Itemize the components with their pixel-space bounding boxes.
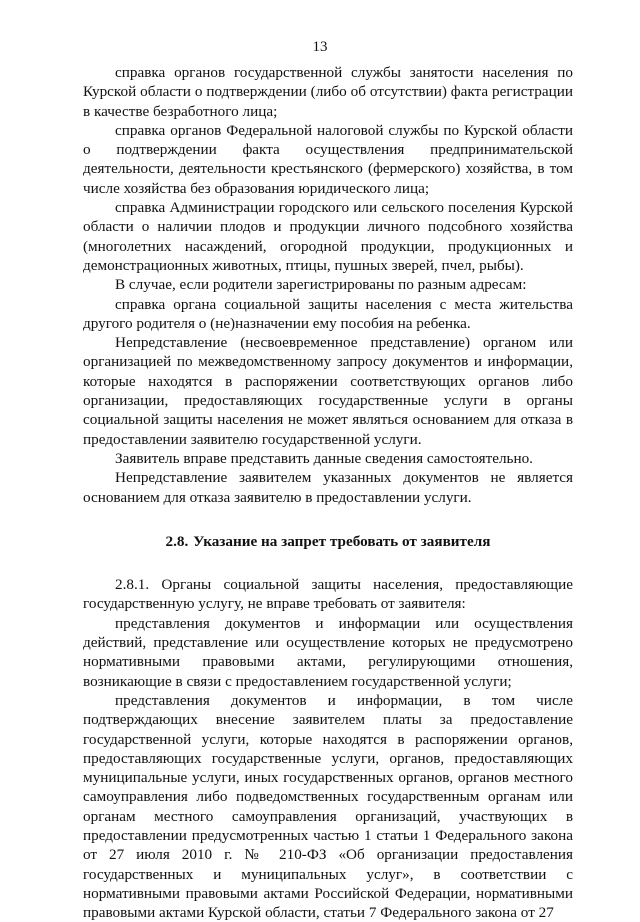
section-number: 2.8.: [165, 532, 189, 550]
paragraph: Заявитель вправе представить данные сведения самостоятельно.: [115, 449, 533, 467]
paragraph: справка органов Федеральной налоговой службы по Курской области о подтверждении факта осуществления предпринимательской деятельности, деятельности крестьянского (фермерского) хозяйства, в том числе хозяйства без образования юридического лица;: [83, 121, 573, 197]
paragraph: справка органов государственной службы занятости населения по Курской области о подтверждении (либо об отсутствии) факта регистрации в качестве безработного лица;: [83, 64, 573, 120]
paragraph: 2.8.1. Органы социальной защиты населения, предоставляющие государственную услугу, не вправе требовать от заявителя:: [83, 576, 573, 613]
paragraph: представления документов и информации, в том числе подтверждающих внесение заявителем платы за предоставление государственной услуги, которые находятся в распоряжении органов, предоставляющих государственные услуги, органов, предоставляющих муниципальные услуги, иных государственных органов, органов местного самоуправления либо подведомственных государственным органам или органам местного самоуправления организаций, участвующих в предоставлении предусмотренных частью 1 статьи 1 Федерального закона от 27 июля 2010 г. № 210-ФЗ «Об организации предоставления государственных и муниципальных услуг», в соответствии с нормативными правовыми актами Российской Федерации, нормативными правовыми актами Курской области, статьи 7 Федерального закона от 27: [83, 691, 573, 922]
section-title: Указание на запрет требовать от заявителя: [193, 532, 491, 550]
page-number: 13: [312, 39, 328, 55]
paragraph: Непредставление (несвоевременное представление) органом или организацией по межведомственному запросу документов и информации, которые находятся в распоряжении соответствующих органов либо организации, предоставляющих государственные услуги в органы социальной защиты населения не может являться основанием для отказа в предоставлении заявителю государственной услуги.: [83, 334, 573, 448]
document-body: [83, 63, 573, 922]
section-heading: [83, 532, 573, 551]
paragraph: справка Администрации городского или сельского поселения Курской области о наличии плодов и продукции личного подсобного хозяйства (многолетних насаждений, огородной продукции, продукционных и демонстрационных животных, птицы, пушных зверей, пчел, рыбы).: [83, 199, 573, 274]
paragraph: В случае, если родители зарегистрированы по разным адресам:: [115, 276, 527, 294]
paragraph: справка органа социальной защиты населения с места жительства другого родителя о (не)назначении ему пособия на ребенка.: [83, 295, 573, 332]
paragraph: Непредставление заявителем указанных документов не является основанием для отказа заявителю в предоставлении услуги.: [83, 469, 573, 506]
paragraph: представления документов и информации или осуществления действий, представление или осуществление которых не предусмотрено нормативными правовыми актами, регулирующими отношения, возникающие в связи с предоставлением государственной услуги;: [83, 614, 573, 690]
